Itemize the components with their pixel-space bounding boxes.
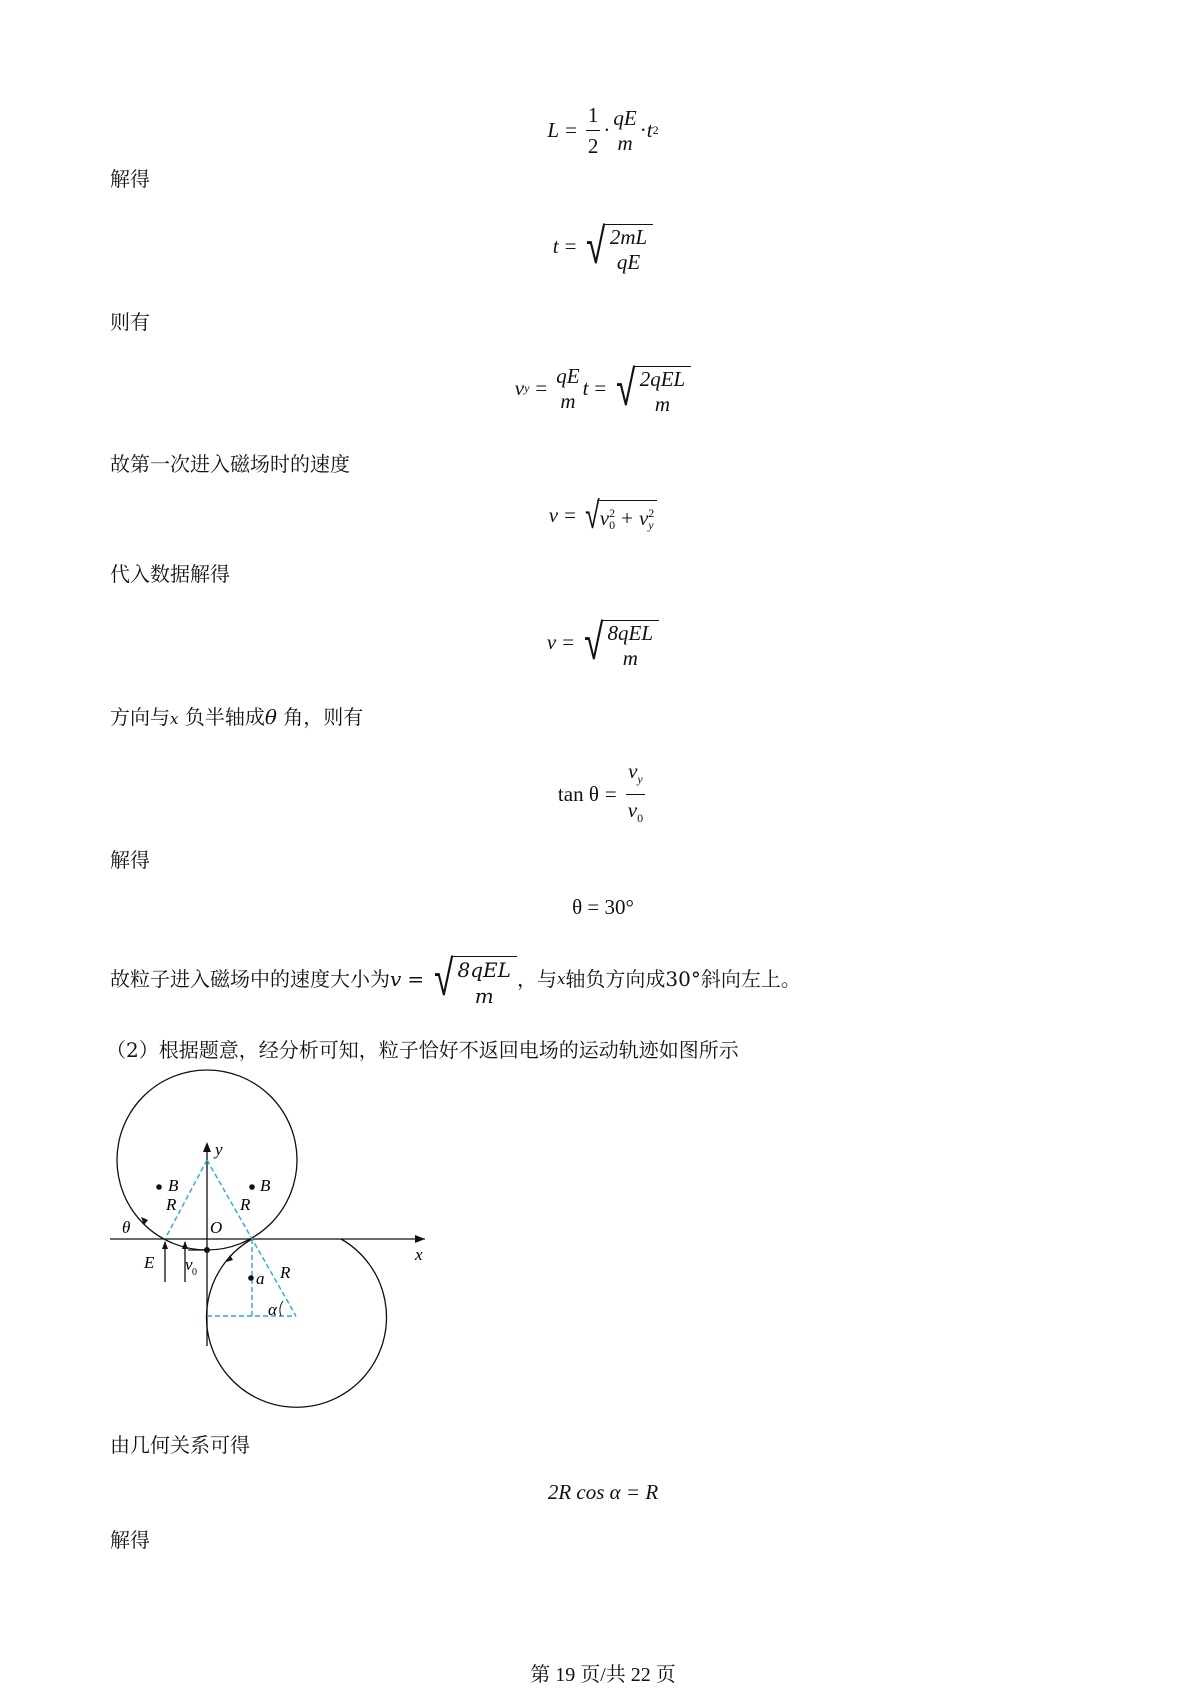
equals: = [407,967,425,991]
sqrt [582,218,653,275]
label-B: B [168,1176,179,1195]
label-E: E [144,1253,155,1272]
y-arrow-icon [203,1142,211,1152]
fraction [613,106,636,156]
trajectory-diagram [100,1060,440,1420]
var: tan θ [557,782,599,807]
numerator: qE [613,105,637,130]
label-x: x [415,1245,423,1264]
label-R: R [240,1195,251,1214]
label-v0: v [185,1255,193,1274]
equals: = [564,502,576,527]
text-jiede-2: 解得 [110,848,150,872]
var: v [548,502,559,527]
label-alpha: α [268,1300,277,1319]
sqrt: √ 8qEL m [430,950,517,1009]
equation-text: θ = 30° [572,895,634,919]
radical-sign: √ [586,217,606,275]
label-R: R [280,1263,291,1282]
label-v0-sub: 0 [192,1267,197,1278]
var: t [552,234,559,258]
numerator: v [628,759,638,783]
text: ，与 [516,967,557,991]
equation-theta [0,895,1200,920]
geometry-lines [165,1160,296,1316]
equals: = [564,234,577,258]
subscript: y [524,381,530,395]
equation-cos [0,1480,1200,1505]
start-point [204,1247,210,1253]
equals: = [535,376,548,400]
numerator: 8qEL [607,621,654,645]
denominator: v [627,798,638,823]
lower-circle [207,1239,387,1407]
denominator: 2 [587,134,599,158]
denominator: m [654,392,671,416]
numerator: 2qEL [639,367,686,391]
var: θ [264,705,277,729]
label-O: O [210,1218,223,1237]
text-jiede-3: 解得 [110,1528,150,1552]
equals: = [565,118,577,142]
var: x [170,710,179,728]
sqrt: √ 2qEL m [612,360,691,417]
field-dot [249,1184,255,1190]
field-dot [248,1275,254,1281]
field-dot [156,1184,162,1190]
numerator: qE [556,363,580,388]
var: v [390,967,402,991]
text-geometry: 由几何关系可得 [110,1433,250,1457]
exponent: 2 [609,505,616,520]
text: 30° [665,967,701,991]
equation-t [0,218,1200,275]
label-a: a [256,1269,265,1288]
text-substitute: 代入数据解得 [110,562,230,586]
text-zeyou: 则有 [110,310,150,334]
sqrt: √ 8qEL m [580,614,659,671]
text: 方向与 [110,705,170,729]
page-footer: 第 19 页/共 22 页 [530,1664,676,1686]
x-arrow-icon [415,1235,425,1243]
var: v [599,506,610,530]
text-part2: （2）根据题意，经分析可知，粒子恰好不返回电场的运动轨迹如图所示 [106,1038,739,1062]
text: 斜向左上。 [700,967,801,991]
equation-L: L = $\frac{1}{2}$ · qE m · t 2 [0,100,1200,161]
numerator: 2mL [609,225,648,249]
text-velocity-intro: 故第一次进入磁场时的速度 [110,452,350,476]
label-y: y [215,1140,223,1159]
equation-text: 2R cos α = R [547,1480,659,1504]
text-conclusion [110,944,801,1014]
var: x [556,970,566,988]
label-R: R [166,1195,177,1214]
equation-vy [0,360,1200,417]
label-B: B [260,1176,271,1195]
sqrt: √ v 2 0 + v 2 y [582,494,657,536]
var: v [514,376,525,400]
plus: + [621,506,633,530]
numerator: 8qEL [457,957,511,982]
text: 角，则有 [276,705,364,729]
text-direction [110,704,363,732]
angle-arc [280,1301,283,1316]
denominator: m [622,646,638,670]
exponent: 2 [648,505,655,520]
equation-v-components [0,494,1200,536]
equation-tan [0,756,1200,833]
equals: = [562,630,575,654]
equals: = [604,782,617,807]
subscript: y [637,772,643,787]
subscript: 0 [637,811,644,826]
fraction [586,100,601,161]
text: 故粒子进入磁场中的速度大小为 [110,967,390,991]
var: v [638,506,649,530]
label-theta: θ [122,1218,131,1237]
denominator: m [560,388,576,413]
equals: = [594,376,607,400]
denominator: m [617,130,633,155]
arrow-icon [162,1241,188,1249]
denominator: qE [616,250,641,274]
equation-v [0,614,1200,671]
var: t [646,118,653,142]
var: L [547,118,560,142]
var: v [546,630,557,654]
exponent: 2 [652,123,659,137]
text: 轴负方向成 [565,967,666,991]
var: t [582,376,589,400]
denominator: m [474,983,494,1008]
subscript: y [648,517,654,532]
numerator: 1 [586,100,601,131]
text-jiede: 解得 [110,167,150,191]
text: 负半轴成 [178,705,265,729]
subscript: 0 [609,517,616,532]
